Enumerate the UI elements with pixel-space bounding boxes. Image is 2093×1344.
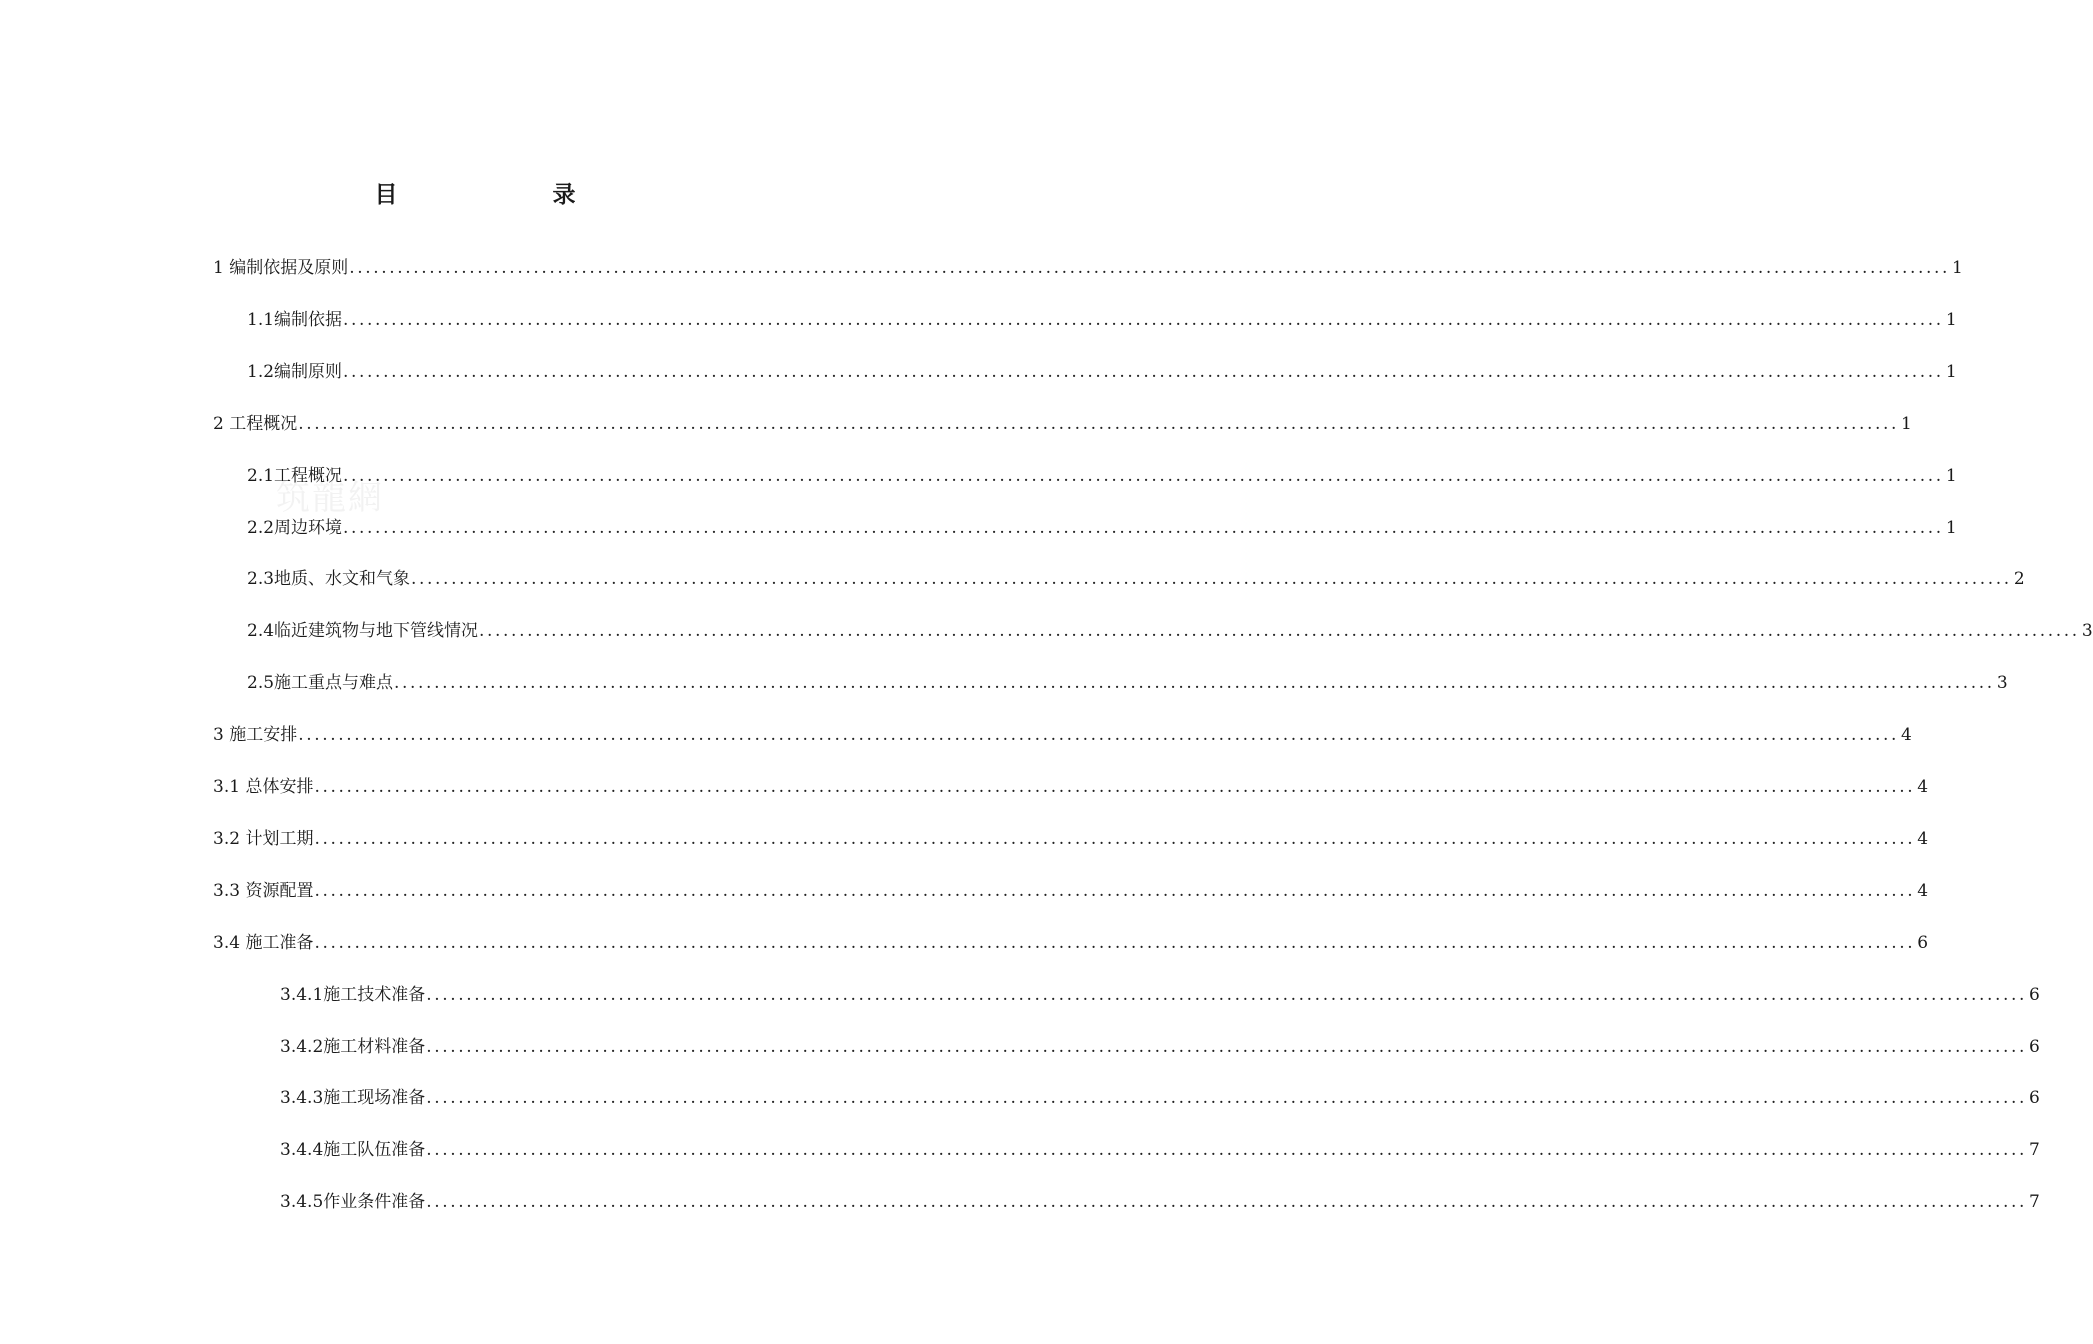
watermark: 筑龍網	[276, 478, 384, 518]
toc-entry[interactable]	[213, 762, 1929, 798]
toc-leader-dots: ........................................................................................................................................................................................................	[314, 932, 1916, 953]
toc-entry-label: 3.4.4施工队伍准备	[280, 1140, 426, 1161]
toc-entry-label: 1.1编制依据	[247, 309, 343, 330]
toc-entry-label: 3.4.2施工材料准备	[280, 1036, 426, 1057]
toc-entry[interactable]	[247, 658, 2008, 694]
toc-entry-page-number: 7	[2029, 1192, 2040, 1213]
toc-leader-dots: ........................................................................................................................................................................................................	[298, 413, 1899, 434]
toc-entry[interactable]	[247, 295, 1957, 331]
toc-entry-label: 2.1工程概况	[247, 465, 343, 486]
toc-leader-dots: ........................................................................................................................................................................................................	[343, 517, 1944, 538]
toc-entry[interactable]	[213, 710, 1912, 746]
toc-entry-page-number: 1	[1945, 465, 1957, 486]
toc-entry[interactable]	[213, 866, 1929, 902]
toc-entry[interactable]	[213, 243, 1963, 279]
toc-entry[interactable]	[247, 347, 1957, 383]
toc-entry-page-number: 6	[2029, 984, 2040, 1005]
toc-entry-label: 3.3 资源配置	[213, 880, 314, 901]
toc-entry-page-number: 4	[1917, 828, 1929, 849]
toc-entry-page-number: 6	[2029, 1088, 2040, 1109]
toc-entry-label: 3.1 总体安排	[213, 777, 314, 797]
toc-entry-page-number: 4	[1917, 777, 1929, 797]
toc-entry-page-number: 1	[1901, 413, 1912, 434]
toc-entry-page-number: 1	[1945, 309, 1957, 330]
toc-entry[interactable]	[247, 503, 1957, 539]
toc-entry[interactable]	[280, 970, 2040, 1006]
toc-leader-dots: ........................................................................................................................................................................................................	[343, 465, 1944, 486]
toc-entry-label: 2 工程概况	[213, 413, 298, 434]
toc-leader-dots: ........................................................................................................................................................................................................	[426, 1140, 2028, 1161]
toc-leader-dots: ........................................................................................................................................................................................................	[426, 1192, 2028, 1213]
toc-entry-page-number: 7	[2029, 1140, 2040, 1161]
toc-entry-label: 3.2 计划工期	[213, 828, 314, 849]
toc-entry-page-number: 1	[1945, 517, 1957, 538]
toc-entry[interactable]	[247, 554, 2025, 590]
toc-entry[interactable]	[280, 1022, 2040, 1058]
toc-entry-label: 1.2编制原则	[247, 361, 343, 382]
toc-leader-dots: ........................................................................................................................................................................................................	[349, 258, 1950, 278]
toc-leader-dots: ........................................................................................................................................................................................................	[343, 309, 1944, 330]
toc-entry-page-number: 3	[1996, 673, 2008, 694]
toc-entry[interactable]	[280, 1073, 2040, 1109]
toc-leader-dots: ........................................................................................................................................................................................................	[298, 725, 1899, 746]
toc-entry-page-number: 3	[2081, 621, 2093, 642]
toc-leader-dots: ........................................................................................................................................................................................................	[411, 569, 2012, 590]
toc-entry-label: 3.4.1施工技术准备	[280, 984, 426, 1005]
toc-entry-label: 2.3地质、水文和气象	[247, 569, 411, 590]
toc-entry-page-number: 6	[2029, 1036, 2040, 1057]
toc-entry-label: 1 编制依据及原则	[213, 258, 349, 278]
toc-entry-label: 3.4.3施工现场准备	[280, 1088, 426, 1109]
toc-leader-dots: ........................................................................................................................................................................................................	[479, 621, 2080, 642]
toc-leader-dots: ........................................................................................................................................................................................................	[314, 828, 1916, 849]
toc-leader-dots: ........................................................................................................................................................................................................	[426, 1088, 2028, 1109]
toc-entry-page-number: 4	[1901, 725, 1912, 746]
toc-title: 目 录	[374, 181, 642, 208]
toc-entry[interactable]	[213, 399, 1912, 435]
toc-leader-dots: ........................................................................................................................................................................................................	[426, 1036, 2028, 1057]
toc-entry-label: 2.2周边环境	[247, 517, 343, 538]
toc-leader-dots: ........................................................................................................................................................................................................	[314, 777, 1916, 797]
toc-entry-label: 3 施工安排	[213, 725, 298, 746]
toc-entry[interactable]	[280, 1177, 2040, 1213]
toc-entry-page-number: 6	[1917, 932, 1929, 953]
toc-entry-page-number: 1	[1952, 258, 1963, 278]
toc-entry[interactable]	[247, 606, 2093, 642]
toc-entry-page-number: 2	[2013, 569, 2025, 590]
toc-entry-page-number: 1	[1945, 361, 1957, 382]
toc-leader-dots: ........................................................................................................................................................................................................	[314, 880, 1916, 901]
toc-entry-label: 3.4 施工准备	[213, 932, 314, 953]
toc-entry-label: 2.5施工重点与难点	[247, 673, 394, 694]
toc-leader-dots: ........................................................................................................................................................................................................	[426, 984, 2028, 1005]
toc-entry-page-number: 4	[1917, 880, 1929, 901]
toc-entry[interactable]	[247, 451, 1957, 487]
toc-entry-label: 2.4临近建筑物与地下管线情况	[247, 621, 479, 642]
toc-leader-dots: ........................................................................................................................................................................................................	[343, 361, 1944, 382]
toc-entry[interactable]	[213, 814, 1929, 850]
toc-entry-label: 3.4.5作业条件准备	[280, 1192, 426, 1213]
toc-entry[interactable]	[280, 1125, 2040, 1161]
toc-entry[interactable]	[213, 918, 1929, 954]
toc-leader-dots: ........................................................................................................................................................................................................	[394, 673, 1995, 694]
